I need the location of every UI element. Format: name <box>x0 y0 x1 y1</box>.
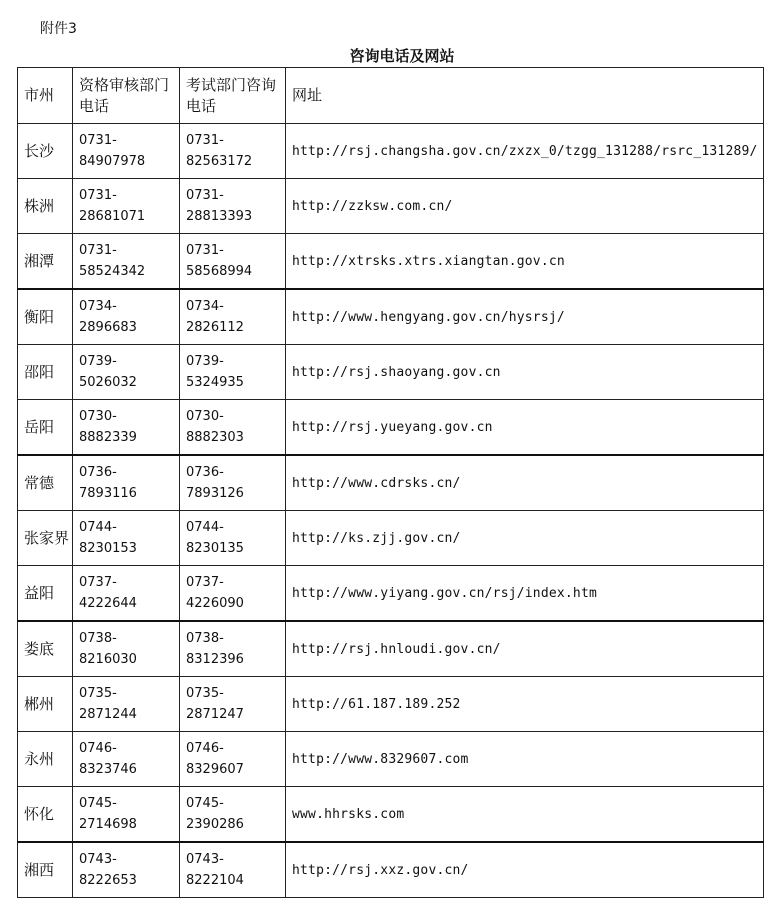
review-phone-prefix: 0738- <box>79 631 117 646</box>
exam-phone-prefix: 0731- <box>186 188 224 203</box>
review-phone-cell <box>73 234 180 290</box>
city-cell: 永州 <box>18 732 73 787</box>
website-cell[interactable]: http://rsj.hnloudi.gov.cn/ <box>286 621 764 677</box>
exam-phone-prefix: 0737- <box>186 575 224 590</box>
city-cell: 长沙 <box>18 124 73 179</box>
exam-phone-number: 8222104 <box>186 873 244 888</box>
city-cell: 岳阳 <box>18 400 73 456</box>
website-cell[interactable]: http://rsj.changsha.gov.cn/zxzx_0/tzgg_131288/rsrc_131289/ <box>286 124 764 179</box>
exam-phone-number: 58568994 <box>186 264 253 279</box>
table-header-row <box>18 68 764 124</box>
exam-phone-cell <box>180 566 286 622</box>
city-cell: 娄底 <box>18 621 73 677</box>
review-phone-number: 4222644 <box>79 596 137 611</box>
exam-phone-prefix: 0743- <box>186 852 224 867</box>
table-row <box>18 787 764 843</box>
exam-phone-cell <box>180 732 286 787</box>
review-phone-number: 8222653 <box>79 873 137 888</box>
website-cell[interactable]: http://www.cdrsks.cn/ <box>286 455 764 511</box>
exam-phone-number: 8312396 <box>186 652 244 667</box>
table-row <box>18 345 764 400</box>
exam-phone-prefix: 0745- <box>186 796 224 811</box>
review-phone-cell <box>73 455 180 511</box>
exam-phone-number: 2871247 <box>186 707 244 722</box>
table-row <box>18 621 764 677</box>
review-phone-number: 84907978 <box>79 154 146 169</box>
exam-phone-prefix: 0734- <box>186 299 224 314</box>
review-phone-prefix: 0734- <box>79 299 117 314</box>
review-phone-prefix: 0746- <box>79 741 117 756</box>
table-row <box>18 677 764 732</box>
exam-phone-cell <box>180 345 286 400</box>
review-phone-number: 7893116 <box>79 486 137 501</box>
review-phone-prefix: 0745- <box>79 796 117 811</box>
table-row <box>18 455 764 511</box>
website-cell[interactable]: http://ks.zjj.gov.cn/ <box>286 511 764 566</box>
exam-phone-cell <box>180 842 286 898</box>
table-row <box>18 124 764 179</box>
review-phone-cell <box>73 732 180 787</box>
table-row <box>18 400 764 456</box>
table-row <box>18 566 764 622</box>
exam-phone-number: 28813393 <box>186 209 253 224</box>
review-phone-cell <box>73 179 180 234</box>
website-cell[interactable]: http://61.187.189.252 <box>286 677 764 732</box>
review-phone-number: 8323746 <box>79 762 137 777</box>
exam-phone-prefix: 0731- <box>186 133 224 148</box>
table-row <box>18 234 764 290</box>
review-phone-cell <box>73 621 180 677</box>
review-phone-prefix: 0739- <box>79 354 117 369</box>
review-phone-cell <box>73 400 180 456</box>
attachment-label: 附件3 <box>40 21 77 37</box>
exam-phone-cell <box>180 511 286 566</box>
review-phone-prefix: 0731- <box>79 243 117 258</box>
contact-table <box>17 67 764 898</box>
review-phone-cell <box>73 511 180 566</box>
review-phone-cell <box>73 289 180 345</box>
exam-phone-number: 4226090 <box>186 596 244 611</box>
review-phone-prefix: 0735- <box>79 686 117 701</box>
exam-phone-prefix: 0731- <box>186 243 224 258</box>
review-phone-cell <box>73 345 180 400</box>
exam-phone-cell <box>180 234 286 290</box>
review-phone-prefix: 0743- <box>79 852 117 867</box>
exam-phone-cell <box>180 124 286 179</box>
review-phone-number: 8216030 <box>79 652 137 667</box>
exam-phone-cell <box>180 455 286 511</box>
review-phone-prefix: 0744- <box>79 520 117 535</box>
exam-phone-prefix: 0738- <box>186 631 224 646</box>
exam-phone-number: 2390286 <box>186 817 244 832</box>
exam-phone-cell <box>180 289 286 345</box>
city-cell: 邵阳 <box>18 345 73 400</box>
review-phone-prefix: 0731- <box>79 133 117 148</box>
review-phone-cell <box>73 124 180 179</box>
review-phone-number: 2896683 <box>79 320 137 335</box>
website-cell[interactable]: www.hhrsks.com <box>286 787 764 843</box>
review-phone-cell <box>73 677 180 732</box>
table-row <box>18 732 764 787</box>
exam-phone-number: 8230135 <box>186 541 244 556</box>
header-website: 网址 <box>286 68 764 124</box>
website-cell[interactable]: http://xtrsks.xtrs.xiangtan.gov.cn <box>286 234 764 290</box>
table-row <box>18 511 764 566</box>
review-phone-cell <box>73 842 180 898</box>
exam-phone-prefix: 0735- <box>186 686 224 701</box>
table-row <box>18 289 764 345</box>
exam-phone-prefix: 0746- <box>186 741 224 756</box>
exam-phone-cell <box>180 621 286 677</box>
review-phone-number: 5026032 <box>79 375 137 390</box>
review-phone-prefix: 0737- <box>79 575 117 590</box>
website-cell[interactable]: http://zzksw.com.cn/ <box>286 179 764 234</box>
exam-phone-number: 8329607 <box>186 762 244 777</box>
exam-phone-prefix: 0730- <box>186 409 224 424</box>
website-cell[interactable]: http://www.hengyang.gov.cn/hysrsj/ <box>286 289 764 345</box>
table-row <box>18 179 764 234</box>
review-phone-number: 2714698 <box>79 817 137 832</box>
review-phone-number: 2871244 <box>79 707 137 722</box>
exam-phone-prefix: 0744- <box>186 520 224 535</box>
website-cell[interactable]: http://rsj.shaoyang.gov.cn <box>286 345 764 400</box>
city-cell: 张家界 <box>18 511 73 566</box>
exam-phone-prefix: 0736- <box>186 465 224 480</box>
review-phone-cell <box>73 787 180 843</box>
website-cell[interactable]: http://www.yiyang.gov.cn/rsj/index.htm <box>286 566 764 622</box>
website-cell[interactable]: http://rsj.yueyang.gov.cn <box>286 400 764 456</box>
exam-phone-cell <box>180 677 286 732</box>
header-review-phone: 资格审核部门电话 <box>73 68 180 124</box>
exam-phone-number: 8882303 <box>186 430 244 445</box>
exam-phone-number: 2826112 <box>186 320 244 335</box>
review-phone-prefix: 0736- <box>79 465 117 480</box>
exam-phone-cell <box>180 400 286 456</box>
city-cell: 湘西 <box>18 842 73 898</box>
exam-phone-number: 82563172 <box>186 154 253 169</box>
city-cell: 衡阳 <box>18 289 73 345</box>
review-phone-prefix: 0731- <box>79 188 117 203</box>
city-cell: 郴州 <box>18 677 73 732</box>
review-phone-number: 8230153 <box>79 541 137 556</box>
city-cell: 株洲 <box>18 179 73 234</box>
review-phone-number: 58524342 <box>79 264 146 279</box>
exam-phone-prefix: 0739- <box>186 354 224 369</box>
table-row <box>18 842 764 898</box>
header-city: 市州 <box>18 68 73 124</box>
review-phone-prefix: 0730- <box>79 409 117 424</box>
exam-phone-cell <box>180 179 286 234</box>
review-phone-number: 8882339 <box>79 430 137 445</box>
city-cell: 益阳 <box>18 566 73 622</box>
review-phone-cell <box>73 566 180 622</box>
city-cell: 湘潭 <box>18 234 73 290</box>
header-exam-phone: 考试部门咨询电话 <box>180 68 286 124</box>
document-title: 咨询电话及网站 <box>349 47 455 65</box>
website-cell[interactable]: http://www.8329607.com <box>286 732 764 787</box>
website-cell[interactable]: http://rsj.xxz.gov.cn/ <box>286 842 764 898</box>
exam-phone-cell <box>180 787 286 843</box>
review-phone-number: 28681071 <box>79 209 146 224</box>
city-cell: 常德 <box>18 455 73 511</box>
exam-phone-number: 7893126 <box>186 486 244 501</box>
exam-phone-number: 5324935 <box>186 375 244 390</box>
city-cell: 怀化 <box>18 787 73 843</box>
